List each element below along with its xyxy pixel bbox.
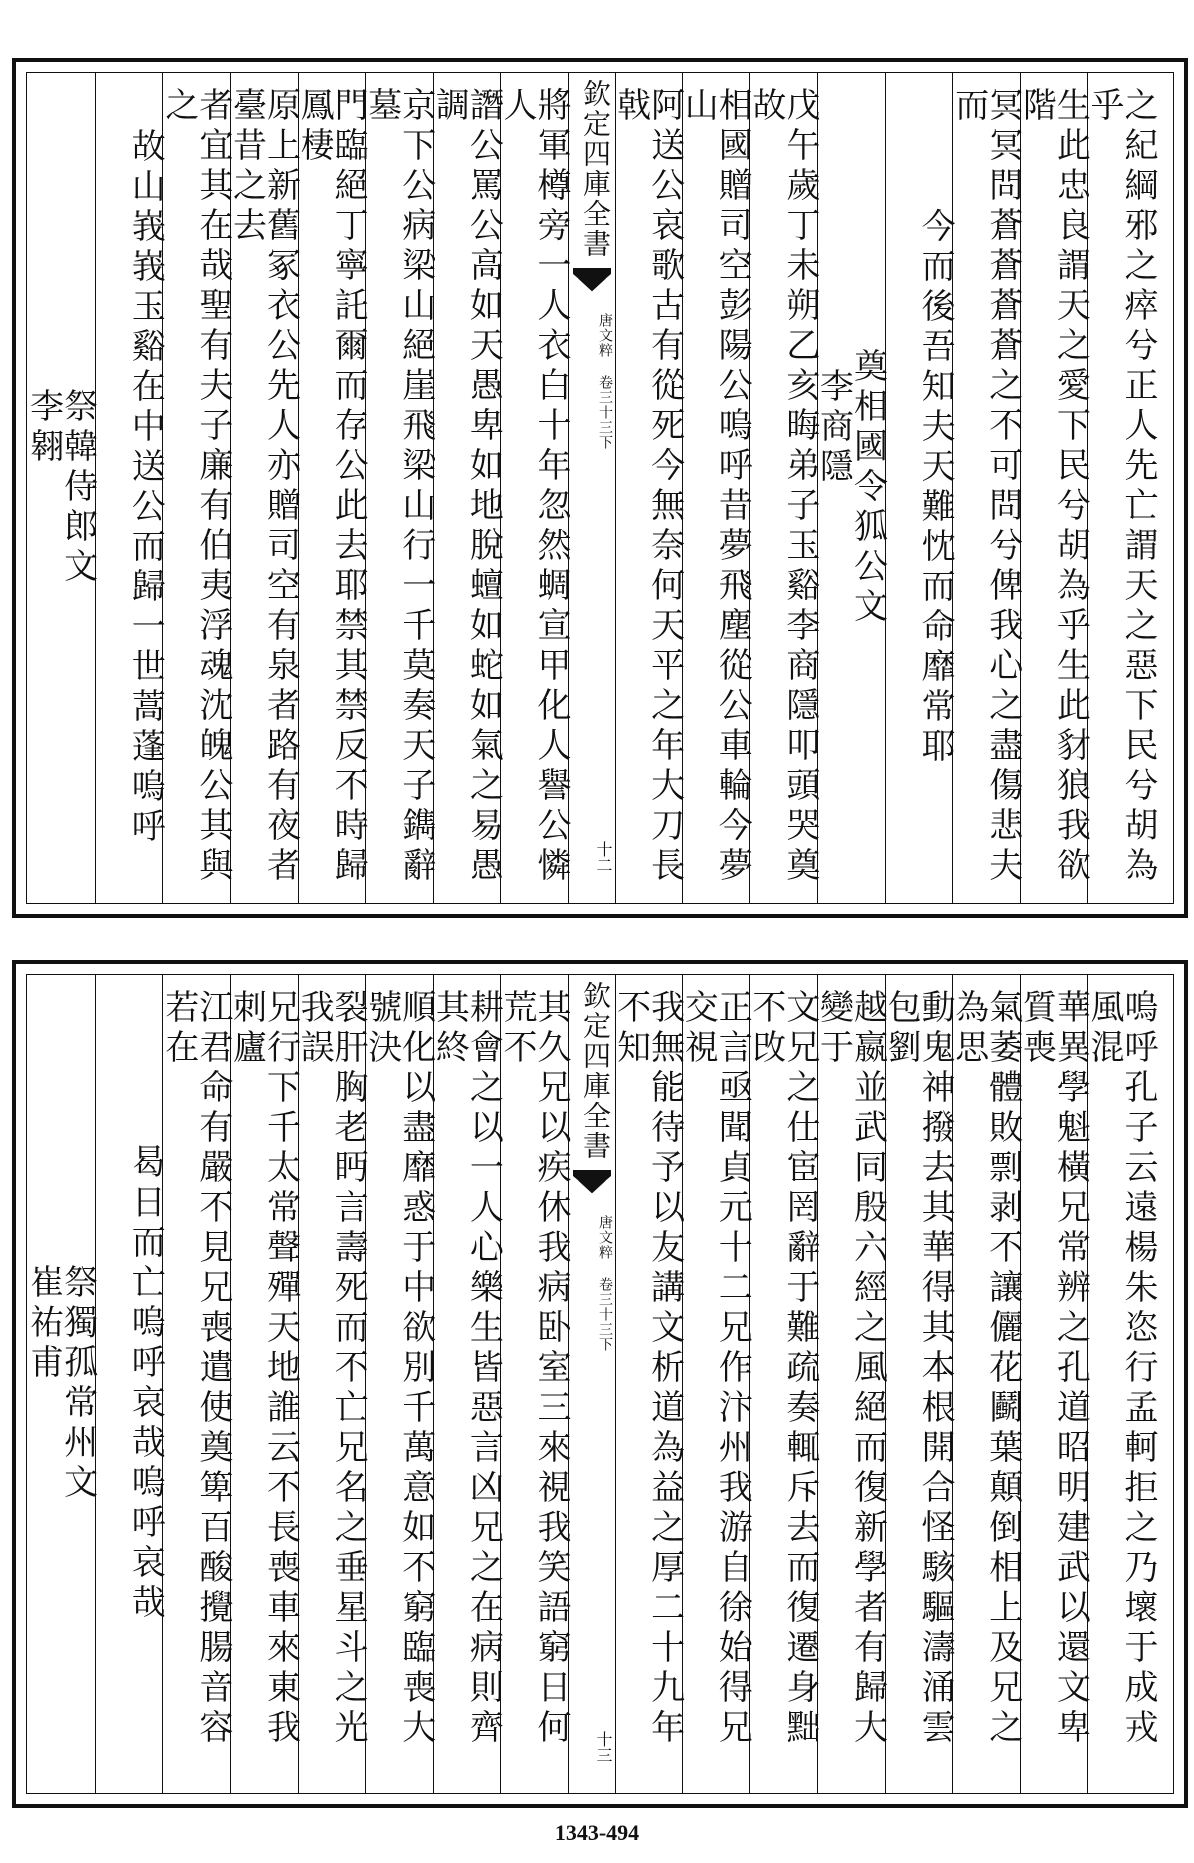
column-rule [162, 975, 163, 1793]
column-text: 故山峩峩玉谿在中送公而歸一世蒿蓬嗚呼 [125, 128, 166, 848]
upper-frame [23, 72, 1174, 904]
column-text: 奠相國令狐公文 [847, 348, 888, 628]
column-text: 我無能待予以友講文析道為益之厚二十九年不知 [610, 989, 685, 1749]
column-text: 今而後吾知夫天難忱而命靡常耶 [915, 208, 956, 768]
text-column [813, 87, 888, 889]
text-column [226, 989, 301, 1779]
book-and-volume [569, 313, 615, 450]
column-rule [952, 73, 953, 903]
text-column [678, 989, 753, 1779]
text-column [881, 989, 956, 1779]
column-text: 阿送公哀歌古有從死今無奈何天平之年大刀長戟 [610, 87, 685, 887]
column-text: 氣萎體敗剽剥不讓儷花鬬葉顛倒相上及兄之為思 [948, 989, 1023, 1749]
text-column [158, 87, 233, 889]
column-rule [1087, 73, 1088, 903]
text-column [497, 989, 571, 1779]
fish-tail-marker-icon [573, 1170, 611, 1200]
column-text: 京下公病梁山絕崖飛梁山行一千莫奏天子鐫辭墓 [361, 87, 436, 887]
page-lower-half [12, 960, 1188, 1808]
text-column [1016, 989, 1091, 1779]
column-rule [682, 975, 683, 1793]
column-text: 正言亟聞貞元十二兄作汴州我游自徐始得兄交視 [678, 989, 753, 1749]
column-text: 順化以盡靡惑于中欲別千萬意如不窮臨喪大號決 [361, 989, 436, 1749]
column-text: 之紀綱邪之瘁兮正人先亡謂天之惡下民兮胡為乎 [1084, 87, 1158, 887]
column-text: 動鬼神撥去其華得其本根開合怪駭驅濤涌雲包劉 [881, 989, 956, 1749]
column-rule [230, 73, 231, 903]
column-rule [162, 73, 163, 903]
column-text: 祭獨孤常州文 [57, 1264, 98, 1504]
column-rule [433, 73, 434, 903]
column-rule [230, 975, 231, 1793]
column-rule [500, 73, 501, 903]
column-rule [817, 73, 818, 903]
text-column [23, 989, 98, 1779]
text-column [361, 87, 436, 889]
text-column [678, 87, 753, 889]
author-name: 李商隱 [813, 368, 854, 488]
text-column [610, 989, 685, 1779]
column-rule [682, 73, 683, 903]
column-rule [500, 975, 501, 1793]
text-column [1016, 87, 1091, 889]
text-column [95, 989, 166, 1779]
text-column [294, 87, 369, 889]
column-rule [1020, 975, 1021, 1793]
center-margin-strip [568, 73, 616, 903]
text-column [429, 87, 504, 889]
column-text: 曷日而亡嗚呼哀哉嗚呼哀哉 [125, 1144, 166, 1624]
column-text: 耕會之以一人心樂生皆惡言凶兄之在病則齊其終 [429, 989, 504, 1749]
text-column [610, 87, 685, 889]
fish-tail-marker-icon [573, 268, 611, 298]
column-text: 相國贈司空彭陽公嗚呼昔夢飛塵從公車輪今夢山 [678, 87, 753, 887]
column-rule [365, 73, 366, 903]
text-column [885, 87, 956, 889]
author-name: 李翱 [23, 388, 64, 468]
volume-number: 卷三十三下 [597, 375, 613, 450]
column-text: 華異學魁橫兄常辨之孔道昭明建武以還文卑質喪 [1016, 989, 1091, 1749]
text-column [813, 989, 888, 1779]
page-upper-half [12, 58, 1188, 918]
text-column [226, 87, 301, 889]
book-name: 唐文粹 [597, 313, 613, 358]
column-text: 兄行下千太常聲殫天地誰云不長喪車來東我刺廬 [226, 989, 301, 1749]
author-name: 崔祐甫 [23, 1264, 64, 1384]
column-rule [433, 975, 434, 1793]
column-text: 冥冥問蒼蒼蒼蒼之不可問兮俾我心之盡傷悲夫而 [948, 87, 1023, 887]
center-margin-strip [568, 975, 616, 1793]
book-name: 唐文粹 [597, 1215, 613, 1260]
text-column [294, 989, 369, 1779]
text-column [429, 989, 504, 1779]
text-column [95, 87, 166, 889]
folio-number: 十二 [594, 841, 613, 873]
text-column [23, 87, 98, 889]
text-column [361, 989, 436, 1779]
column-text: 其久兄以疾休我病卧室三來視我笑語窮日何荒不 [497, 989, 571, 1749]
column-text: 將軍樽旁一人衣白十年忽然蜩宣甲化人譽公憐人 [497, 87, 571, 887]
text-column [158, 989, 233, 1779]
column-text: 祭韓侍郎文 [57, 388, 98, 588]
column-text: 門臨絕丁寧託爾而存公此去耶禁其禁反不時歸鳳棲 [294, 87, 369, 887]
text-column [745, 87, 820, 889]
column-text: 生此忠良謂天之愛下民兮胡為乎生此豺狼我欲階 [1016, 87, 1091, 887]
column-text: 原上新舊冢衣公先人亦贈司空有泉者路有夜者臺昔之去 [226, 87, 301, 887]
column-rule [1087, 975, 1088, 1793]
column-text: 者宜其在哉聖有夫子廉有伯夷浮魂沈魄公其與之 [158, 87, 233, 887]
column-rule [298, 73, 299, 903]
column-rule [749, 73, 750, 903]
text-column [497, 87, 571, 889]
column-rule [1020, 73, 1021, 903]
column-rule [95, 73, 96, 903]
column-rule [749, 975, 750, 1793]
book-series-title: 欽定四庫全書 [579, 981, 612, 1161]
folio-number: 十三 [594, 1731, 613, 1763]
column-rule [95, 975, 96, 1793]
volume-number: 卷三十三下 [597, 1277, 613, 1352]
column-rule [365, 975, 366, 1793]
lower-frame [23, 974, 1174, 1794]
book-and-volume [569, 1215, 615, 1352]
column-rule [885, 975, 886, 1793]
column-text: 戊午歲丁未朔乙亥晦弟子玉谿李商隱叩頭哭奠故 [745, 87, 820, 887]
text-column [745, 989, 820, 1779]
column-rule [885, 73, 886, 903]
text-column [1084, 87, 1158, 889]
column-text: 嗚呼孔子云遠楊朱恣行孟軻拒之乃壞于成戎風混 [1084, 989, 1158, 1749]
column-rule [817, 975, 818, 1793]
text-column [1084, 989, 1158, 1779]
book-series-title: 欽定四庫全書 [579, 79, 612, 259]
column-rule [298, 975, 299, 1793]
column-text: 文兄之仕宦罔辭于難疏奏輒斥去而復遷身黜不攺 [745, 989, 820, 1749]
column-text: 譖公罵公高如天愚卑如地脫蟺如蛇如氣之易愚調 [429, 87, 504, 887]
column-text: 越嬴並武同殷六經之風絕而復新學者有歸大變于 [813, 989, 888, 1749]
page-number: 1343-494 [554, 1820, 640, 1845]
column-text: 江君命有嚴不見兄喪遣使奠箄百酸攪腸音容若在 [158, 989, 233, 1749]
column-rule [952, 975, 953, 1793]
text-column [948, 989, 1023, 1779]
column-text: 裂肝胸老眄言壽死而不亡兄名之垂星斗之光我誤 [294, 989, 369, 1749]
text-column [948, 87, 1023, 889]
